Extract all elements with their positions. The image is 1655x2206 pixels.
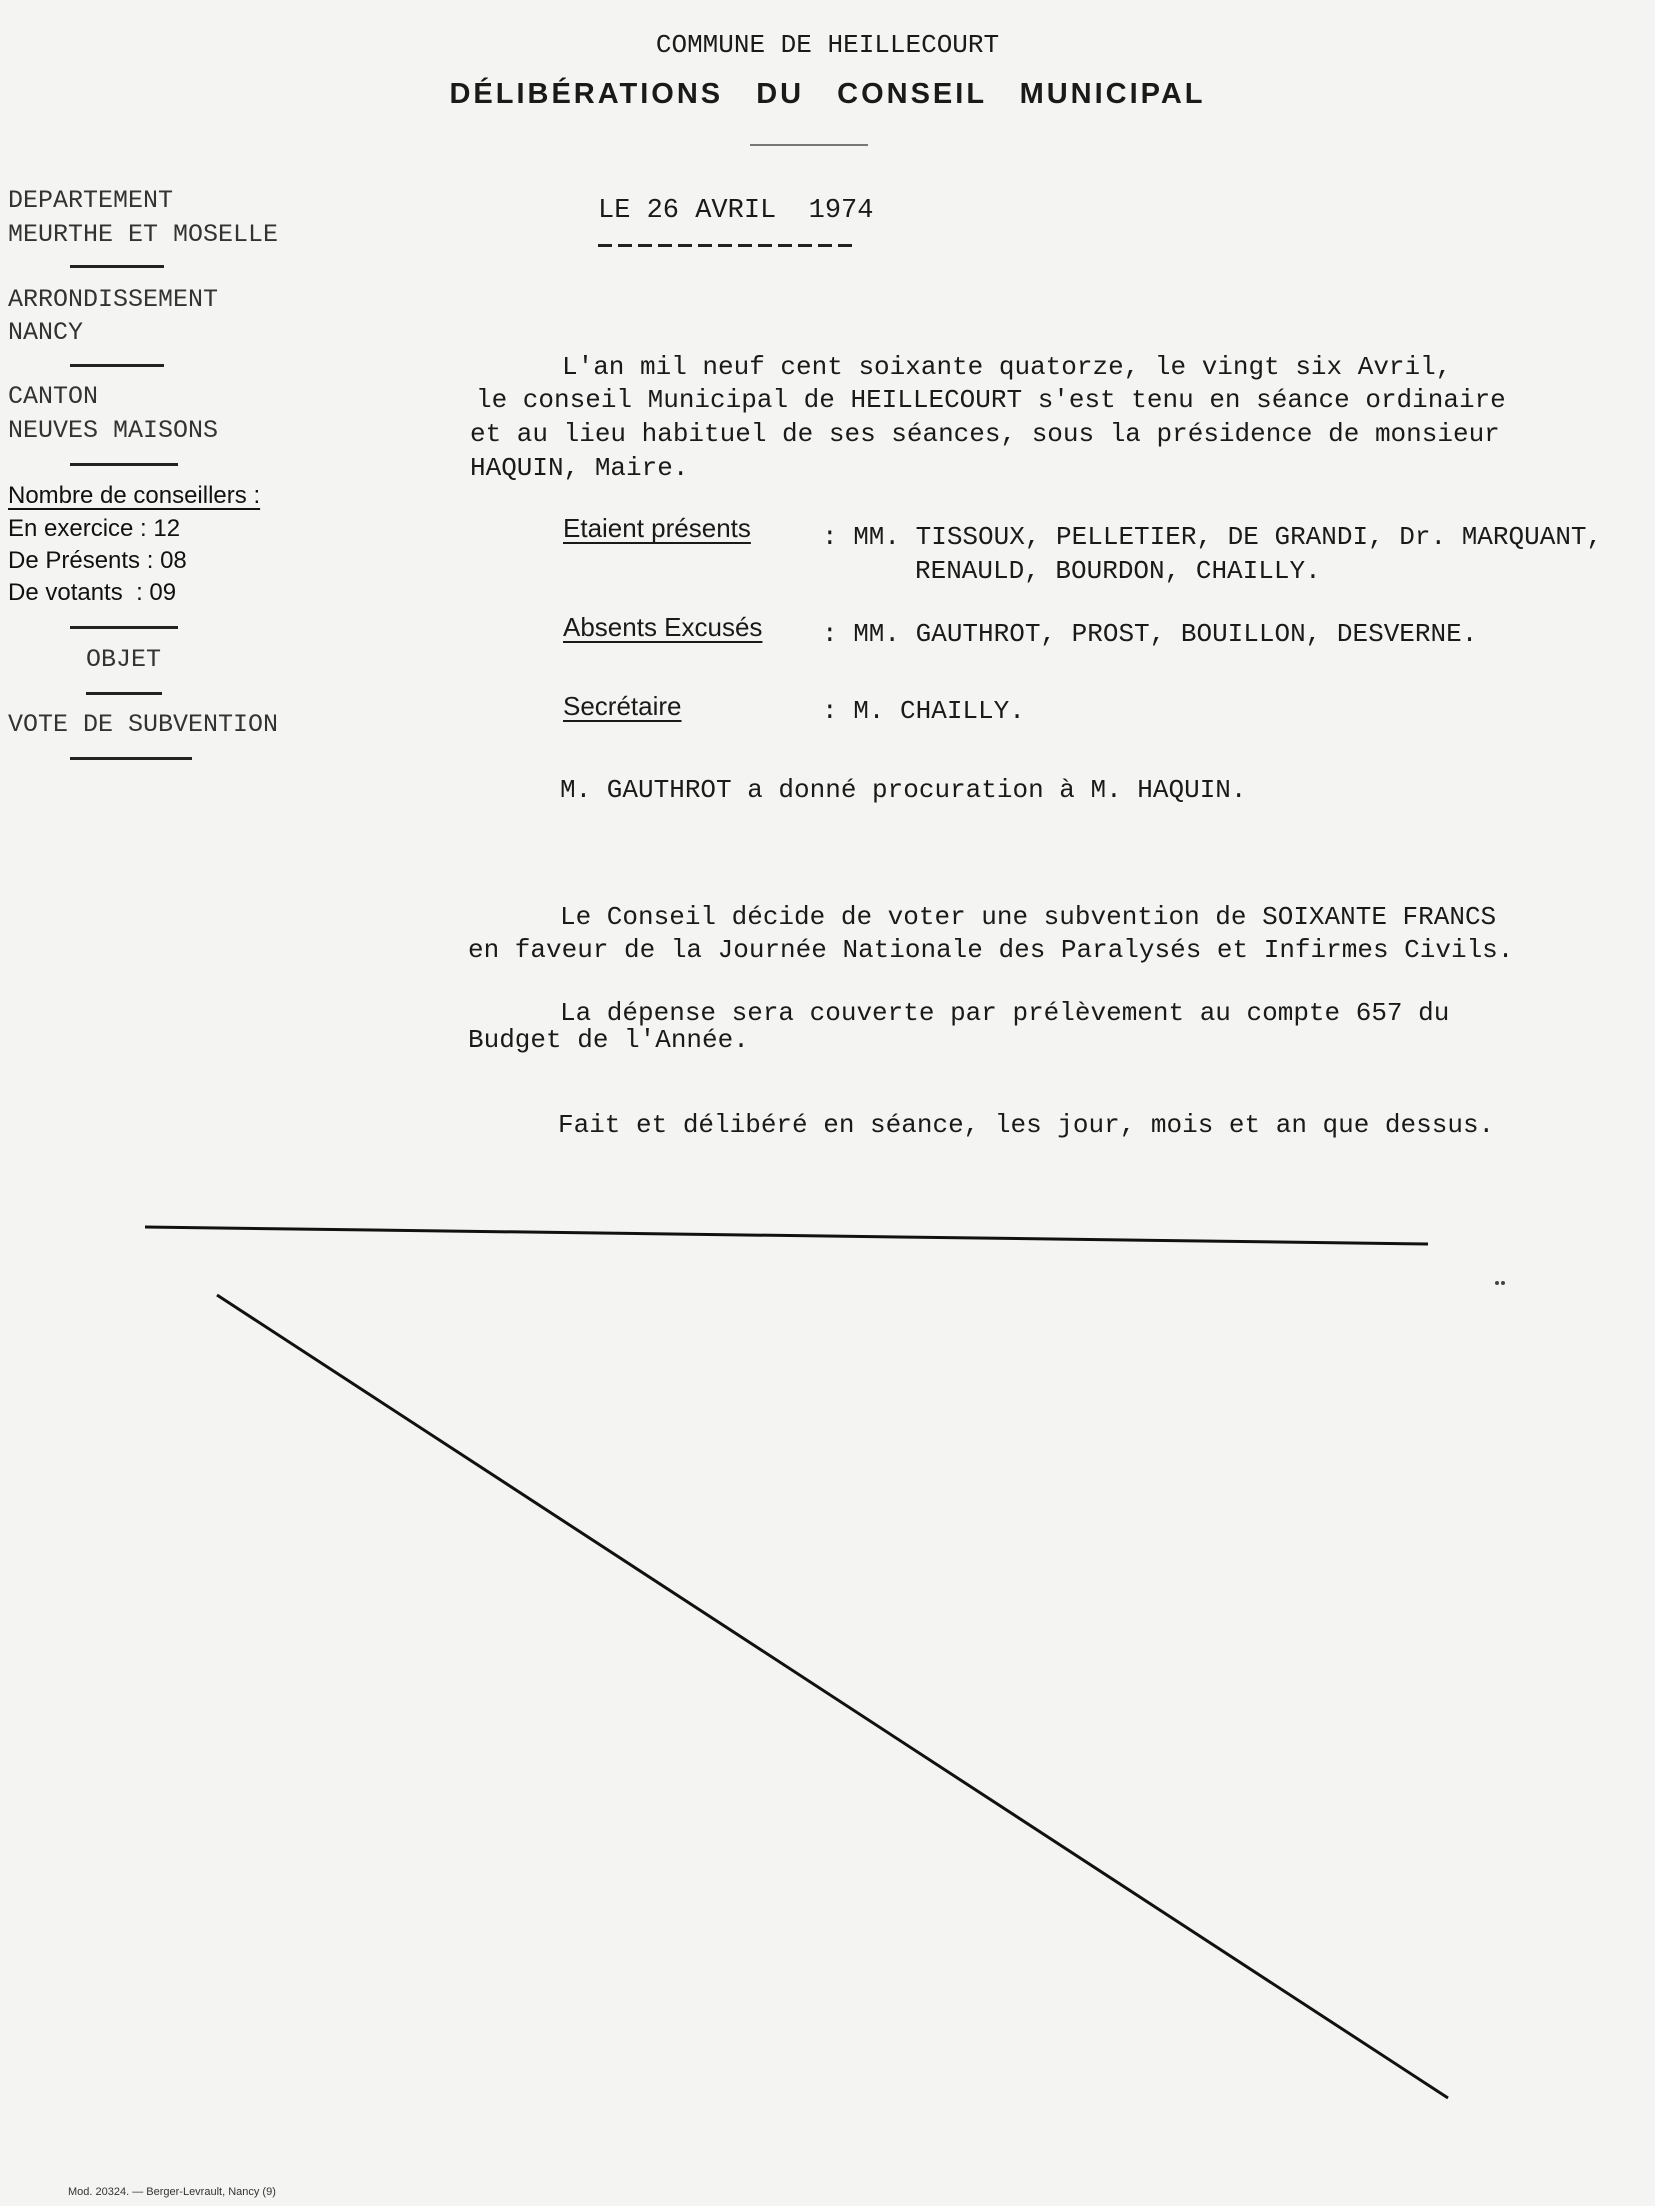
decision-line: en faveur de la Journée Nationale des Paralysés et Infirmes Civils. — [468, 935, 1514, 965]
conseillers-heading: Nombre de conseillers : — [8, 482, 261, 509]
departement-value: MEURTHE ET MOSELLE — [8, 220, 279, 249]
presents-list: : MM. TISSOUX, PELLETIER, DE GRANDI, Dr. MARQUANT, — [822, 522, 1603, 552]
objet-label: OBJET — [86, 645, 162, 674]
intro-line: le conseil Municipal de HEILLECOURT s'est tenu en séance ordinaire — [476, 385, 1506, 415]
ink-speck — [1501, 1281, 1505, 1285]
votants-count: De votants : 09 — [8, 579, 177, 606]
objet-value: VOTE DE SUBVENTION — [8, 710, 279, 739]
depense-line: Budget de l'Année. — [468, 1025, 749, 1055]
presents-list: RENAULD, BOURDON, CHAILLY. — [915, 556, 1321, 586]
departement-label: DEPARTEMENT — [8, 186, 174, 215]
ink-speck — [1495, 1281, 1499, 1285]
meeting-date: LE 26 AVRIL 1974 — [598, 196, 874, 226]
presents-label: Etaient présents — [563, 513, 751, 543]
commune-name: COMMUNE DE HEILLECOURT — [655, 30, 1000, 60]
intro-line: et au lieu habituel de ses séances, sous la présidence de monsieur — [470, 419, 1500, 449]
closing-statement: Fait et délibéré en séance, les jour, mois et an que dessus. — [558, 1110, 1495, 1140]
secretaire-value: : M. CHAILLY. — [822, 696, 1025, 726]
en-exercice: En exercice : 12 — [8, 515, 181, 542]
procuration-note: M. GAUTHROT a donné procuration à M. HAQUIN. — [560, 775, 1247, 805]
secretaire-label: Secrétaire — [563, 691, 682, 721]
absents-list: : MM. GAUTHROT, PROST, BOUILLON, DESVERNE. — [822, 619, 1478, 649]
canton-label: CANTON — [8, 382, 99, 411]
canton-value: NEUVES MAISONS — [8, 416, 219, 445]
intro-line: HAQUIN, Maire. — [470, 453, 689, 483]
depense-line: La dépense sera couverte par prélèvement au compte 657 du — [560, 998, 1450, 1028]
decision-line: Le Conseil décide de voter une subvention de SOIXANTE FRANCS — [560, 902, 1497, 932]
document-title: DÉLIBÉRATIONS DU CONSEIL MUNICIPAL — [449, 78, 1206, 110]
absents-label: Absents Excusés — [563, 612, 763, 642]
arrondissement-value: NANCY — [8, 318, 84, 347]
intro-line: L'an mil neuf cent soixante quatorze, le vingt six Avril, — [562, 352, 1452, 382]
arrondissement-label: ARRONDISSEMENT — [8, 285, 219, 314]
presents-count: De Présents : 08 — [8, 547, 187, 574]
print-footer: Mod. 20324. — Berger-Levrault, Nancy (9) — [68, 2186, 276, 2198]
diagonal-strike — [217, 1295, 1448, 2098]
horizontal-rule — [145, 1227, 1428, 1244]
